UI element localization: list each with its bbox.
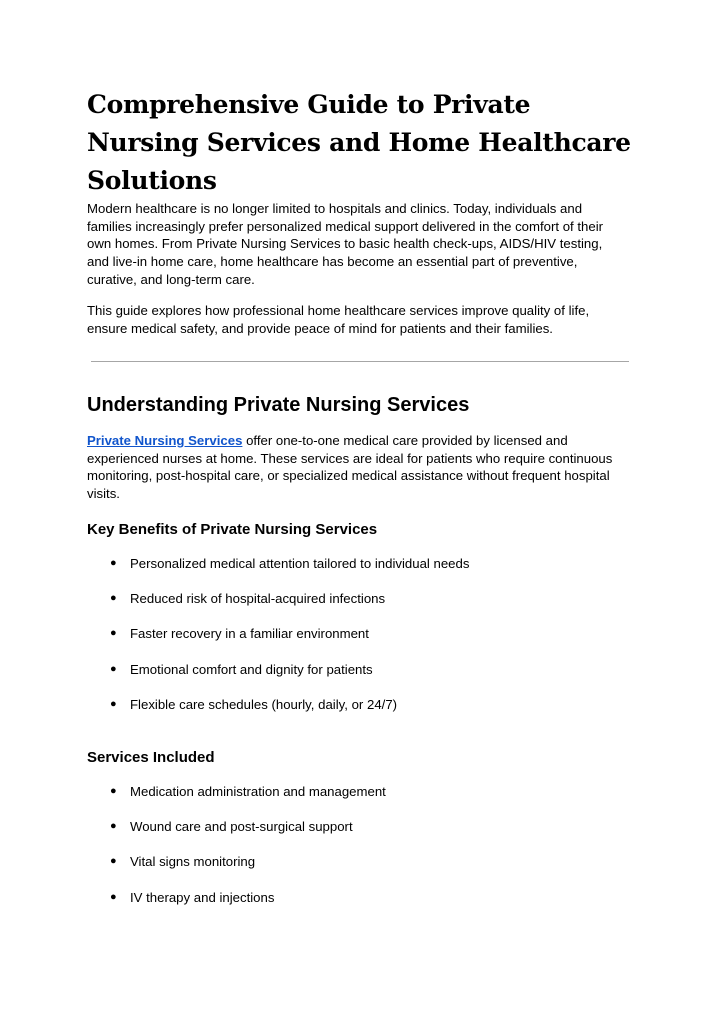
list-item (87, 625, 627, 660)
list-item-text: IV therapy and injections (130, 889, 275, 905)
list-item (87, 661, 627, 696)
list-item-text: Faster recovery in a familiar environment (130, 626, 369, 642)
list-item (87, 783, 627, 818)
list-item (87, 555, 627, 590)
intro-paragraph-2: This guide explores how professional home healthcare services improve quality of life, ensure medical safety, and provide peace of mind for patients and their families. (87, 303, 590, 336)
list-item-text: Wound care and post-surgical support (130, 819, 353, 835)
bullet-icon: ● (110, 785, 117, 797)
list-item-text: Flexible care schedules (hourly, daily, or 24/7) (130, 696, 398, 712)
bullet-icon: ● (110, 557, 117, 569)
bullet-icon: ● (110, 855, 117, 868)
list-item-text: Personalized medical attention tailored to individual needs (130, 556, 470, 571)
list-item (87, 818, 627, 853)
bullet-icon: ● (110, 592, 117, 605)
list-item-text: Vital signs monitoring (130, 854, 256, 870)
bullet-icon: ● (110, 697, 117, 710)
section-heading: Understanding Private Nursing Services (87, 394, 470, 416)
list-item-text: Emotional comfort and dignity for patients (130, 661, 373, 677)
list-item-text: Reduced risk of hospital-acquired infections (130, 591, 386, 607)
section-paragraph-text: offer one-to-one medical care provided by licensed and experienced nurses at home. These services are ideal for patients who require continuous monitoring, post-hospital care, or specialized medical assistance without frequent hospital visits. (87, 433, 613, 502)
services-list (87, 783, 627, 924)
bullet-icon: ● (110, 662, 117, 675)
list-item (87, 590, 627, 625)
list-item (87, 853, 627, 888)
benefits-list (87, 555, 627, 731)
list-item-text: Medication administration and management (130, 784, 386, 799)
bullet-icon: ● (110, 820, 117, 833)
list-item (87, 696, 627, 731)
list-item (87, 889, 627, 924)
bullet-icon: ● (110, 627, 117, 640)
benefits-heading: Key Benefits of Private Nursing Services (87, 521, 378, 538)
horizontal-divider (91, 361, 629, 362)
document-title: Comprehensive Guide to Private Nursing Services and Home Healthcare Solutions (87, 90, 631, 195)
bullet-icon: ● (110, 890, 117, 903)
services-heading: Services Included (87, 749, 215, 766)
private-nursing-services-link[interactable]: Private Nursing Services (87, 433, 243, 448)
intro-paragraph-1: Modern healthcare is no longer limited to hospitals and clinics. Today, individuals and families increasingly prefer personalized medical support delivered in the comfort of their own homes. From Private Nursing Services to basic health check-ups, AIDS/HIV testing, and live-in home care, home healthcare has become an essential part of preventive, curative, and long-term care. (87, 201, 604, 287)
section-paragraph (87, 432, 627, 503)
